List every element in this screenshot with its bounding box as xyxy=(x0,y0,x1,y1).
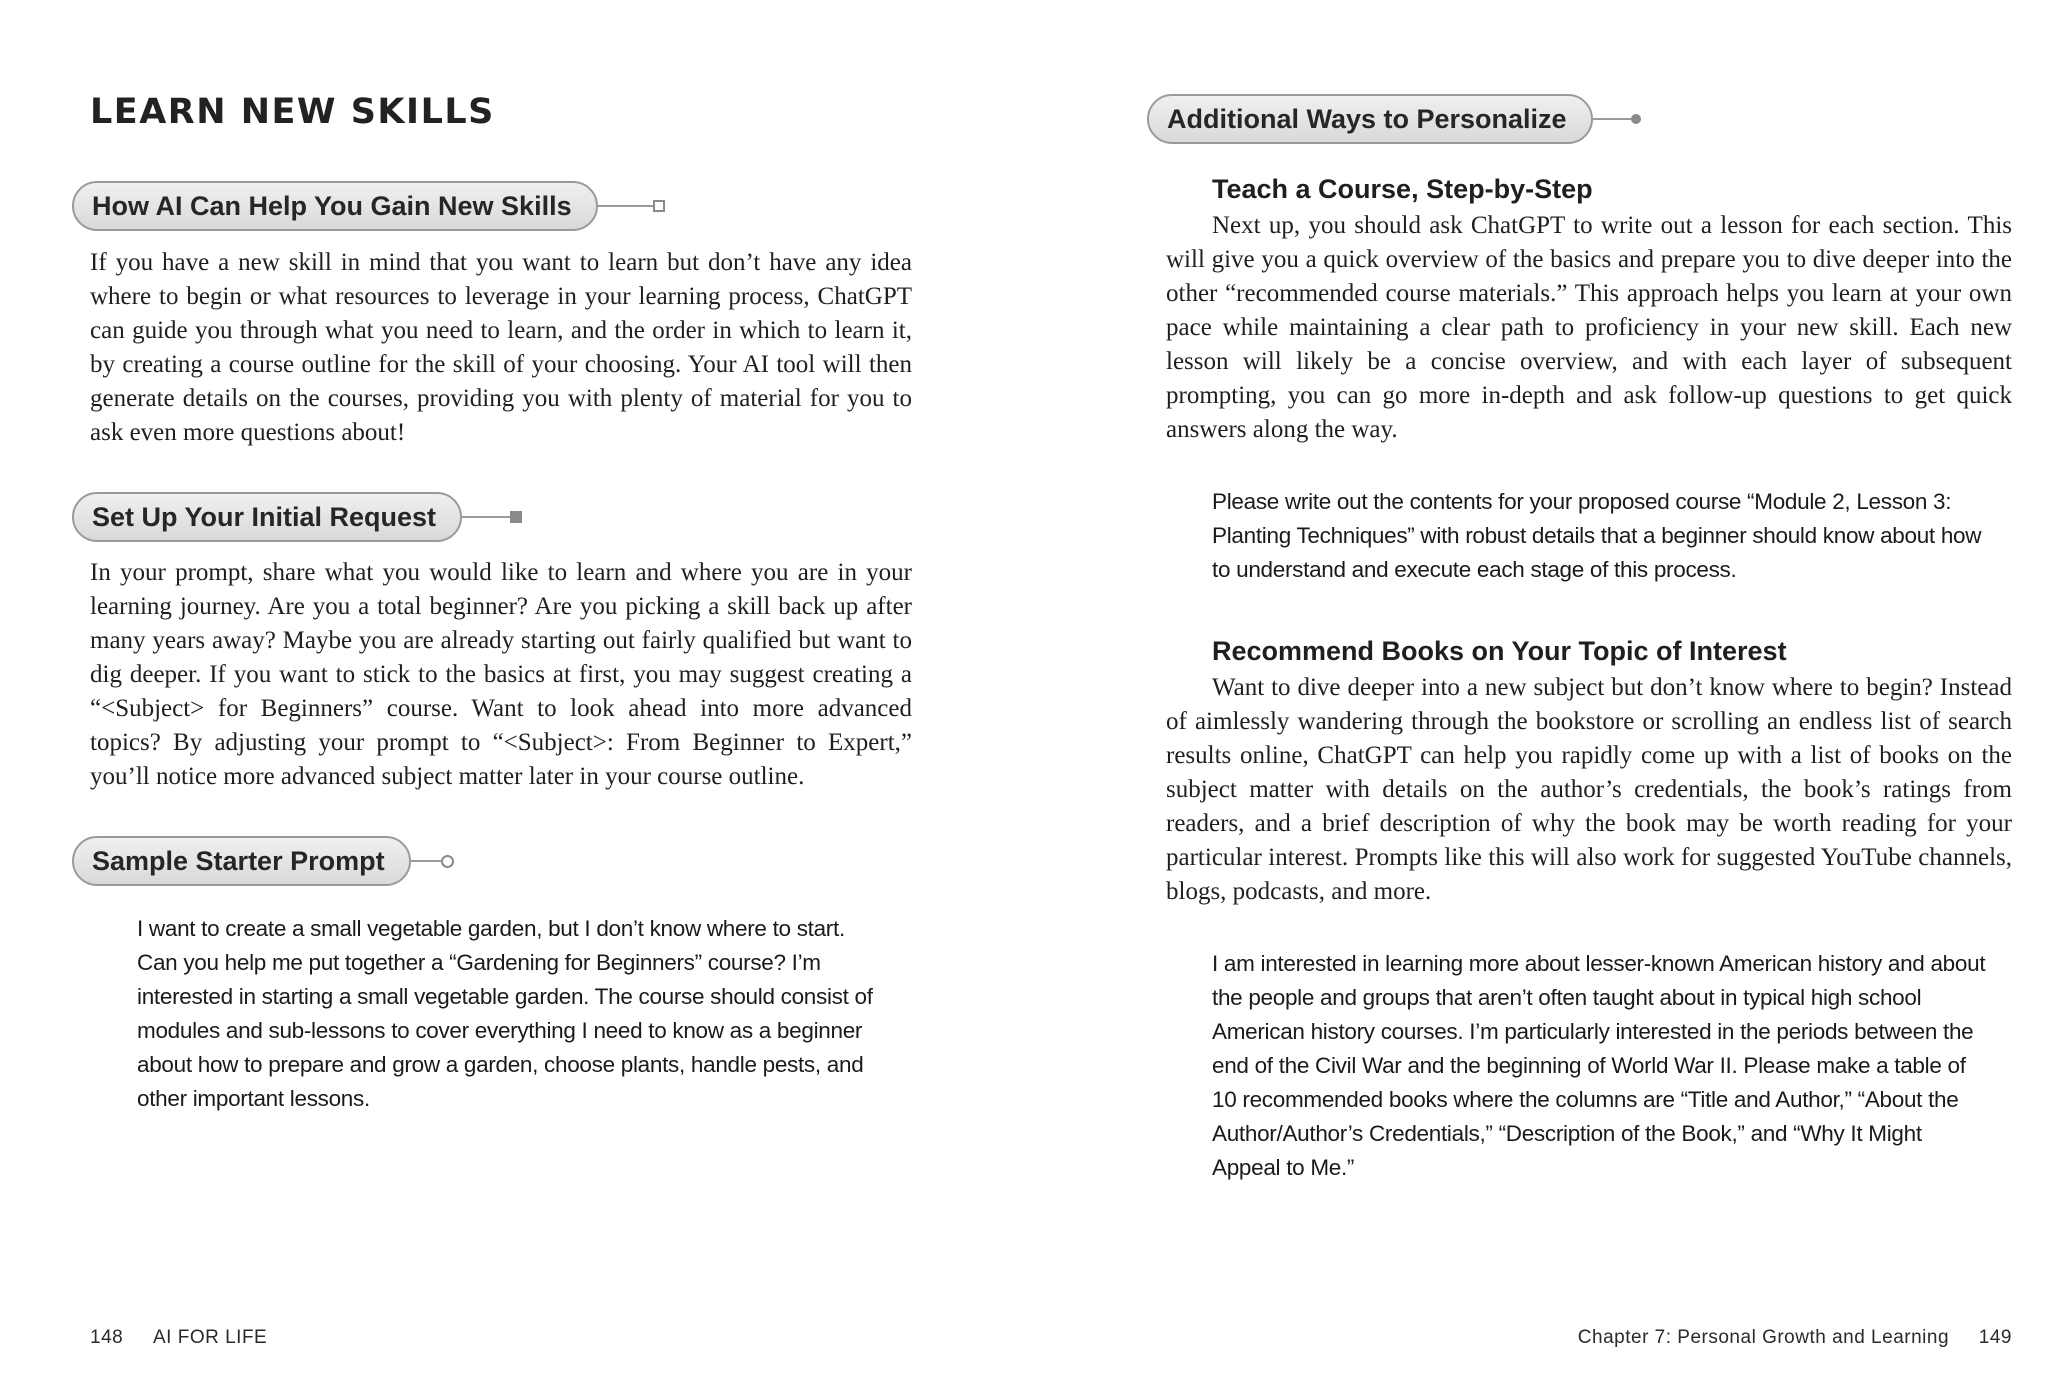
chapter-label: Chapter 7: Personal Growth and Learning xyxy=(1577,1327,1950,1348)
section-heading: Set Up Your Initial Request xyxy=(72,492,462,542)
section-header-how-ai-helps xyxy=(72,181,665,231)
sample-prompt-text: I want to create a small vegetable garden, but I don’t know where to start. Can you help me put together a “Gardening for Beginners” course? I’m interested in starting a small vegetable garden. The course should consist of modules and sub-lessons to cover everything I need to know as a beginner about how to prepare and grow a garden, choose plants, handle pests, and other important lessons. xyxy=(137,916,873,1111)
connector-line xyxy=(1593,118,1631,120)
section-heading: Additional Ways to Personalize xyxy=(1147,94,1593,144)
page-number: 149 xyxy=(1978,1327,2012,1348)
sample-prompt-text: Please write out the contents for your proposed course “Module 2, Lesson 3: Planting Techniques” with robust details that a beginner should know about how to understand and execute each stage of this process. xyxy=(1212,489,1982,582)
sample-prompt-text: I am interested in learning more about lesser-known American history and about the people and groups that aren’t often taught about in typical high school American history courses. I’m particularly interested in the periods between the end of the Civil War and the beginning of World War II. Please make a table of 10 recommended books where the columns are “Title and Author,” “About the Author/Author’s Credentials,” “Description of the Book,” and “Why It Might Appeal to Me.” xyxy=(1212,951,1986,1180)
section-header-personalize xyxy=(1147,94,1641,144)
running-head: AI FOR LIFE xyxy=(152,1327,268,1348)
connector-end-dot xyxy=(1631,114,1641,124)
section-heading: Sample Starter Prompt xyxy=(72,836,411,886)
page-number: 148 xyxy=(90,1327,124,1348)
connector-end-square xyxy=(653,200,665,212)
section-header-sample-prompt xyxy=(72,836,454,886)
section-heading: How AI Can Help You Gain New Skills xyxy=(72,181,598,231)
subsection-title: Recommend Books on Your Topic of Interest xyxy=(1212,636,1787,666)
connector-line xyxy=(462,516,510,518)
body-paragraph: Want to dive deeper into a new subject but don’t know where to begin? Instead of aimlessly wandering through the bookstore or scrolling an endless list of search results online, ChatGPT can help you rapidly come up with a list of books on the subject matter with details on the author’s credentials, the book’s ratings from readers, and a brief description of why the book may be worth reading for your particular interest. Prompts like this will also work for suggested YouTube channels, blogs, podcasts, and more. xyxy=(1166,674,2012,905)
connector-end-circle xyxy=(441,855,454,868)
section-header-initial-request xyxy=(72,492,522,542)
chapter-title: LEARN NEW SKILLS xyxy=(90,92,495,132)
subsection-title: Teach a Course, Step-by-Step xyxy=(1212,174,1593,204)
connector-line xyxy=(598,205,653,207)
body-paragraph: In your prompt, share what you would like to learn and where you are in your learning journey. Are you a total beginner? Are you picking a skill back up after many years away? Maybe you are already starting out fairly qualified but want to dig deeper. If you want to stick to the basics at first, you may suggest creating a “<Subject> for Beginners” course. Want to look ahead into more advanced topics? By adjusting your prompt to “<Subject>: From Beginner to Expert,” you’ll notice more advanced subject matter later in your course outline. xyxy=(90,559,912,790)
connector-line xyxy=(411,860,441,862)
footer-right xyxy=(1578,1327,2012,1349)
right-page xyxy=(1026,0,2053,1400)
left-page xyxy=(0,0,1026,1400)
body-paragraph: Next up, you should ask ChatGPT to write out a lesson for each section. This will give you a quick overview of the basics and prepare you to dive deeper into the other “recommended course materials.” This approach helps you learn at your own pace while maintaining a clear path to proficiency in your new skill. Each new lesson will likely be a concise overview, and with each layer of subsequent prompting, you can go more in-depth and ask follow-up questions to get quick answers along the way. xyxy=(1166,212,2012,443)
body-paragraph: If you have a new skill in mind that you want to learn but don’t have any idea where to begin or what resources to leverage in your learning process, ChatGPT can guide you through what you need to learn, and the order in which to learn it, by creating a course outline for the skill of your choosing. Your AI tool will then generate details on the courses, providing you with plenty of material for you to ask even more questions about! xyxy=(90,249,912,446)
connector-end-square xyxy=(510,511,522,523)
footer-left xyxy=(90,1327,267,1349)
